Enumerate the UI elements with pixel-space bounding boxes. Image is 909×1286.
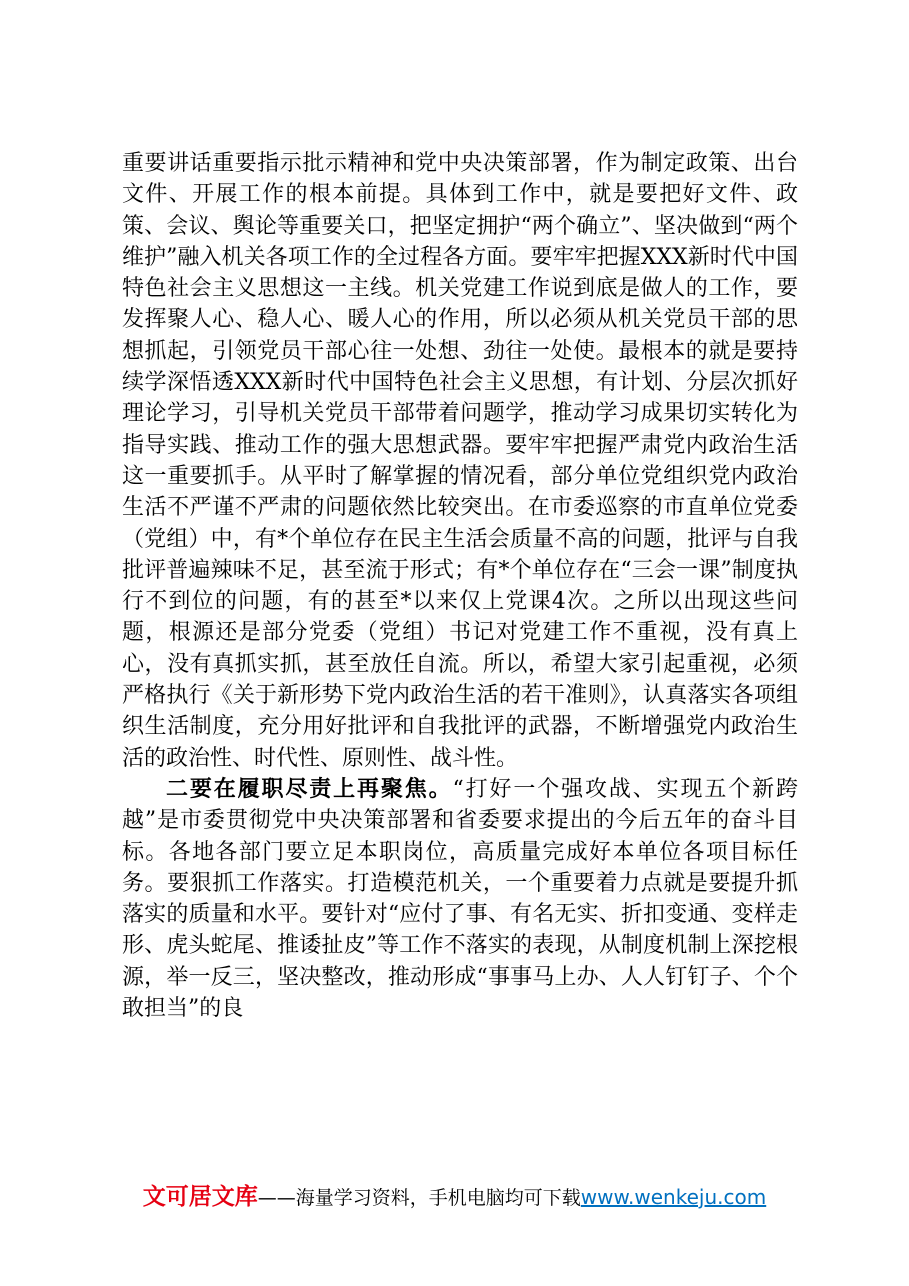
paragraph-heading: 二要在履职尽责上再聚焦。 (166, 775, 453, 802)
paragraph-two (122, 774, 798, 1024)
footer-tagline: ——海量学习资料，手机电脑均可下载 (257, 1187, 581, 1209)
footer-brand: 文可居文库 (142, 1184, 258, 1210)
footer-url-link[interactable]: www.wenkeju.com (580, 1185, 767, 1209)
document-body (122, 148, 798, 1024)
paragraph-body: “打好一个强攻战、实现五个新跨越”是市委贯彻党中央决策部署和省委要求提出的今后五年的奋斗目标。各地各部门要立足本职岗位，高质量完成好本单位各项目标任务。要狠抓工作落实。打造模范机关，一个重要着力点就是要提升抓落实的质量和水平。要针对“应付了事、有名无实、折扣变通、变样走形、虎头蛇尾、推诿扯皮”等工作不落实的表现，从制度机制上深挖根源，举一反三，坚决整改，推动形成“事事马上办、人人钉钉子、个个敢担当”的良 (122, 776, 798, 1022)
paragraph-continued: 重要讲话重要指示批示精神和党中央决策部署，作为制定政策、出台文件、开展工作的根本前提。具体到工作中，就是要把好文件、政策、会议、舆论等重要关口，把坚定拥护“两个确立”、坚决做到“两个维护”融入机关各项工作的全过程各方面。要牢牢把握XXX新时代中国特色社会主义思想这一主线。机关党建工作说到底是做人的工作，要发挥聚人心、稳人心、暖人心的作用，所以必须从机关党员干部的思想抓起，引领党员干部心往一处想、劲往一处使。最根本的就是要持续学深悟透XXX新时代中国特色社会主义思想，有计划、分层次抓好理论学习，引导机关党员干部带着问题学，推动学习成果切实转化为指导实践、推动工作的强大思想武器。要牢牢把握严肃党内政治生活这一重要抓手。从平时了解掌握的情况看，部分单位党组织党内政治生活不严谨不严肃的问题依然比较突出。在市委巡察的市直单位党委（党组）中，有*个单位存在民主生活会质量不高的问题，批评与自我批评普遍辣味不足，甚至流于形式；有*个单位存在“三会一课”制度执行不到位的问题，有的甚至*以来仅上党课4次。之所以出现这些问题，根源还是部分党委（党组）书记对党建工作不重视，没有真上心，没有真抓实抓，甚至放任自流。所以，希望大家引起重视，必须严格执行《关于新形势下党内政治生活的若干准则》，认真落实各项组织生活制度，充分用好批评和自我批评的武器，不断增强党内政治生活的政治性、时代性、原则性、战斗性。 (122, 151, 798, 771)
footer-banner (0, 1182, 909, 1213)
